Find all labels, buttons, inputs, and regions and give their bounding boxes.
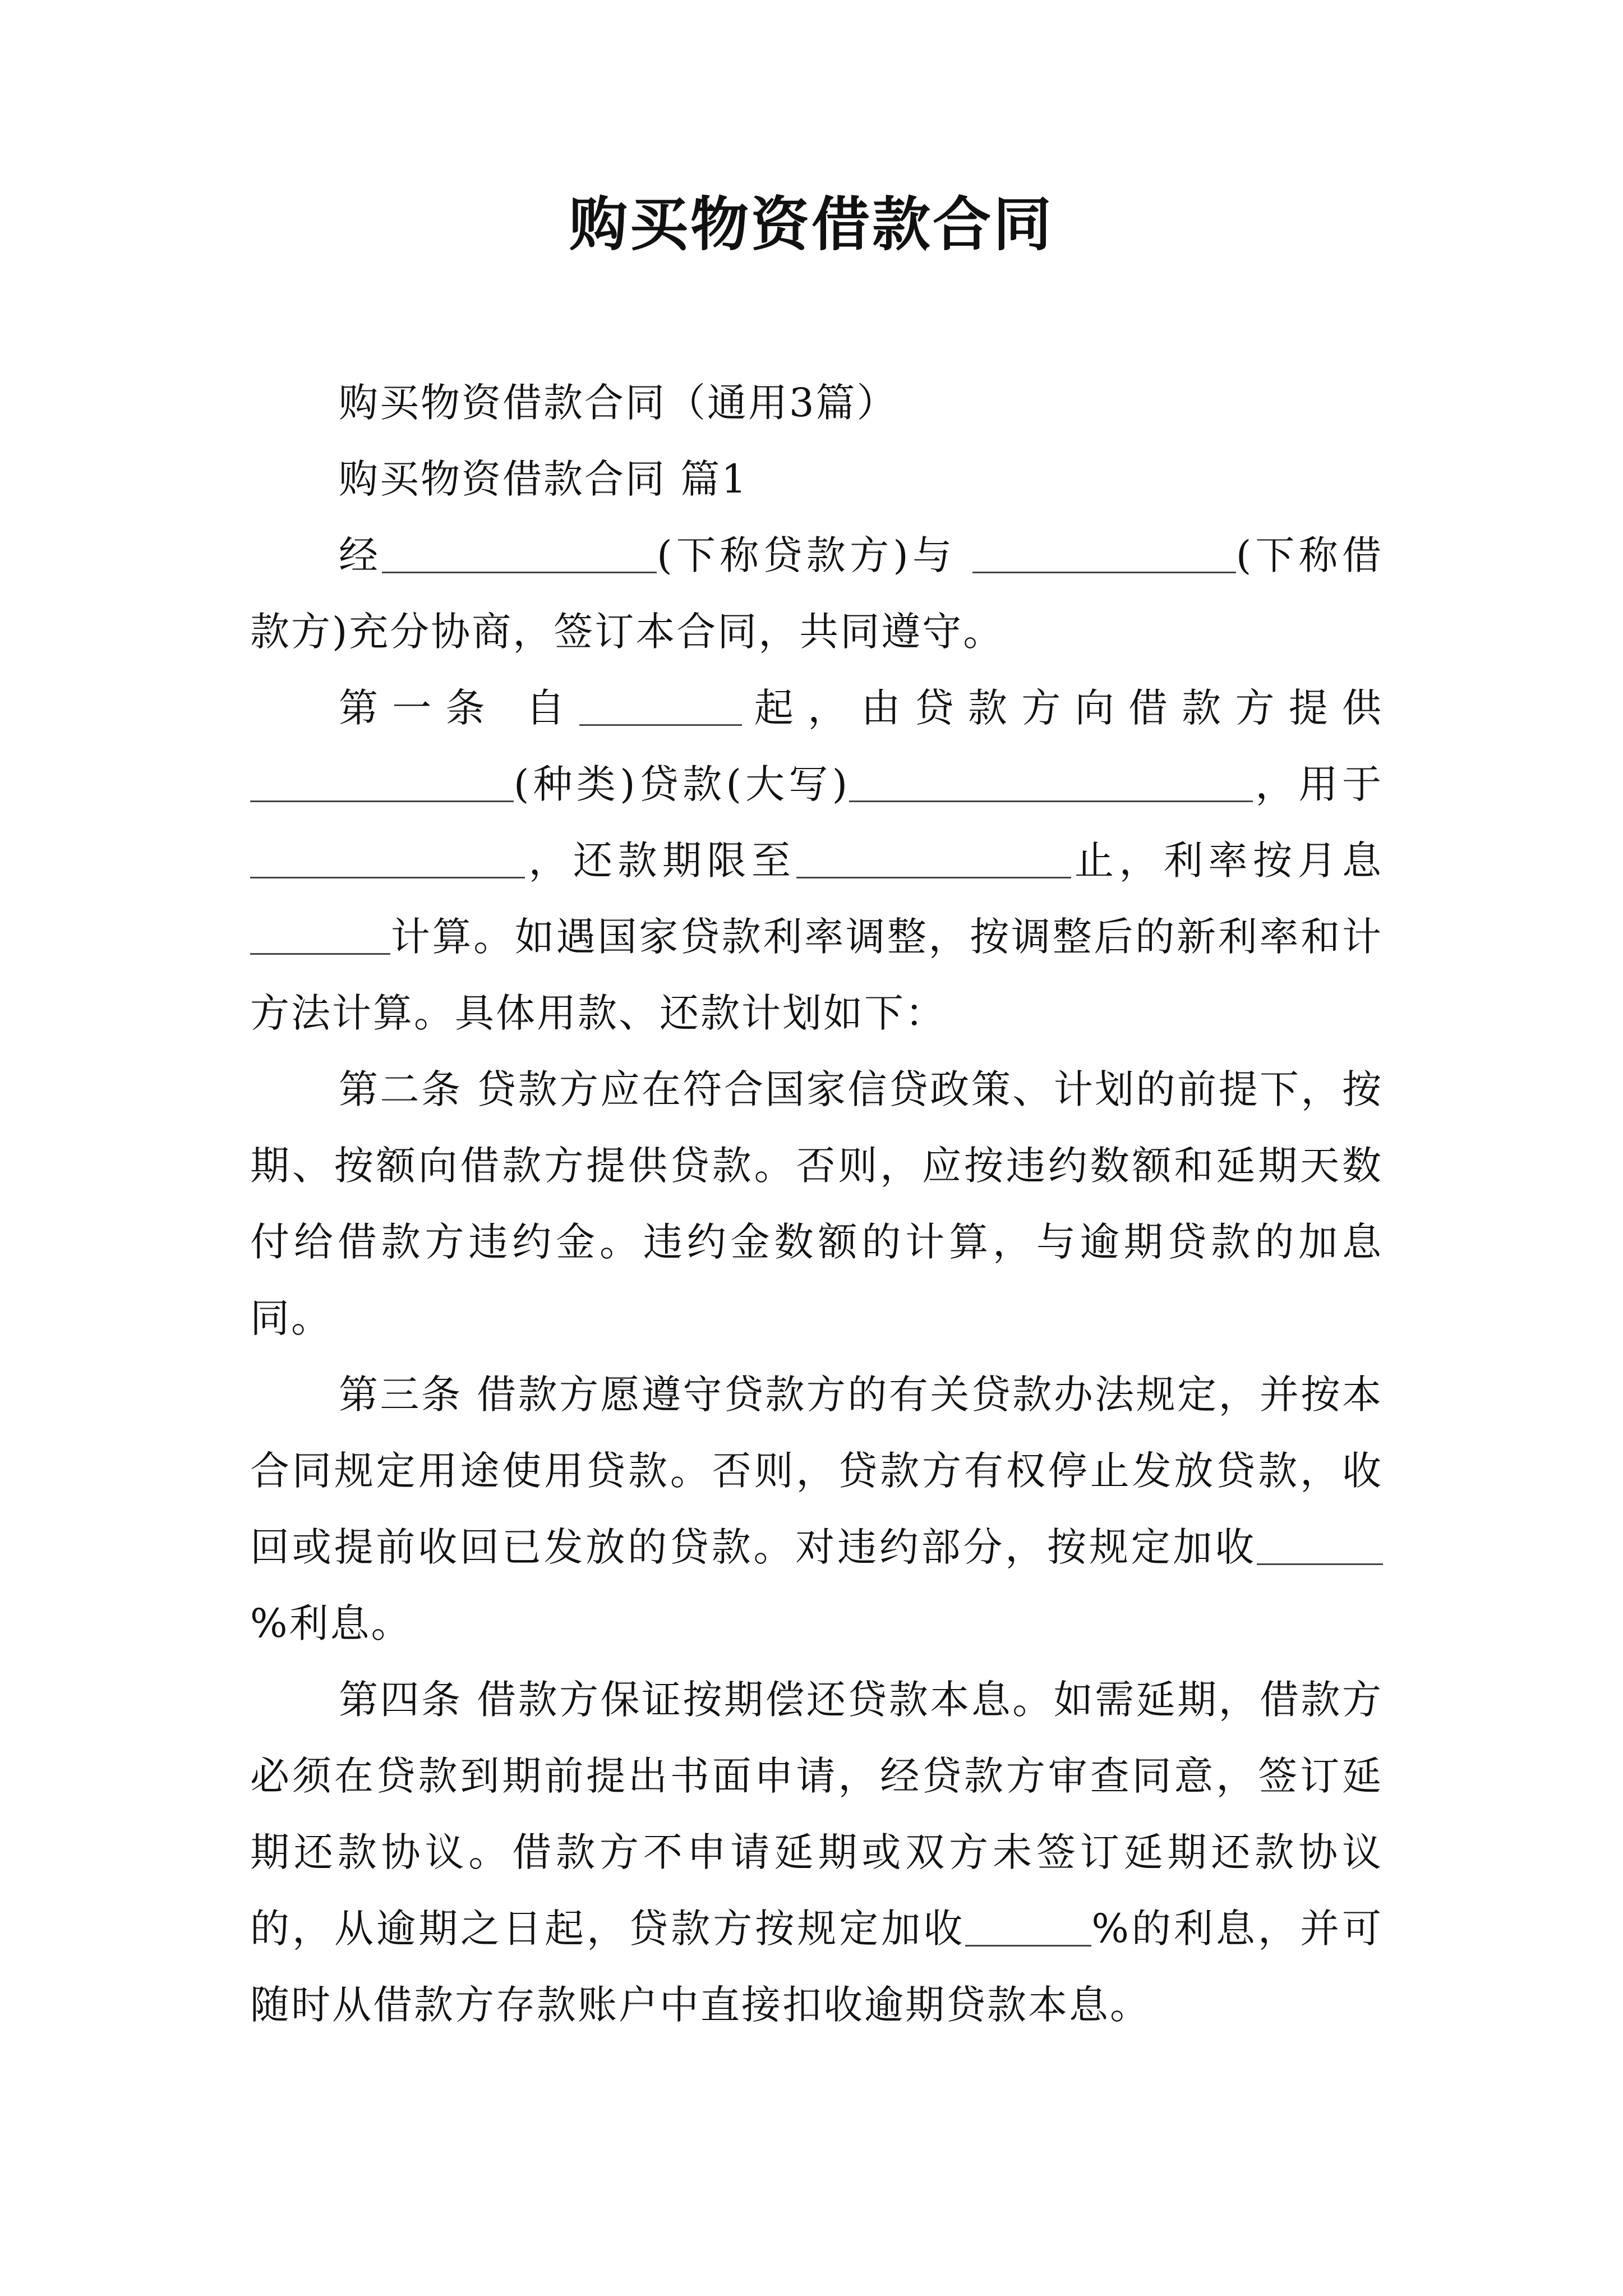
document-body bbox=[250, 365, 1383, 2043]
article-1-text-g: 计算。如遇国家贷款利率调整，按调整后的新利率和计方法计算。具体用款、还款计划如下： bbox=[250, 914, 1383, 1036]
monthly-rate-blank bbox=[250, 919, 390, 955]
article-4 bbox=[250, 1662, 1383, 2043]
article-3 bbox=[250, 1356, 1383, 1662]
lender-name-blank bbox=[382, 538, 657, 573]
article-4-text-a: 第四条 借款方保证按期偿还贷款本息。如需延期，借款方必须在贷款到期前提出书面申请，经贷款方审查同意，签订延期还款协议。借款方不申请延期或双方未签订延期还款协议的，从逾期之日起，贷款方按规定加收 bbox=[250, 1677, 1383, 1952]
article-1 bbox=[250, 670, 1383, 1051]
article-1-text-f: 止，利率按月息 bbox=[1071, 838, 1383, 884]
repayment-deadline-blank bbox=[796, 843, 1071, 878]
article-4-text-b: %的利息，并可随时从借款方存款账户中直接扣收逾期贷款本息。 bbox=[250, 1906, 1383, 2028]
loan-purpose-blank bbox=[250, 843, 525, 878]
intro-text-c: (下称借款方)充分协商，签订本合同，共同遵守。 bbox=[250, 532, 1383, 655]
article-2: 第二条 贷款方应在符合国家信贷政策、计划的前提下，按期、按额向借款方提供贷款。否则，应按违约数额和延期天数付给借款方违约金。违约金数额的计算，与逾期贷款的加息同。 bbox=[250, 1066, 1383, 1341]
article-1-text-a: 第一条 自 bbox=[339, 685, 579, 731]
intro-text-a: 经 bbox=[339, 532, 382, 578]
article-1-text-b: 起，由贷款方向借款方提供 bbox=[741, 685, 1383, 731]
article-1-text-d: ，用于 bbox=[1253, 761, 1383, 807]
overdue-rate-blank bbox=[965, 1911, 1091, 1947]
article-3-text-a: 第三条 借款方愿遵守贷款方的有关贷款办法规定，并按本合同规定用途使用贷款。否则，贷款方有权停止发放贷款，收回或提前收回已发放的贷款。对违约部分，按规定加收 bbox=[250, 1372, 1383, 1570]
loan-amount-blank bbox=[849, 767, 1253, 802]
article-1-text-c: (种类)贷款(大写) bbox=[514, 761, 850, 807]
intro-text-b: (下称贷款方)与 bbox=[657, 532, 956, 578]
penalty-rate-blank bbox=[1257, 1530, 1383, 1565]
start-date-blank bbox=[579, 691, 742, 726]
borrower-name-blank bbox=[972, 538, 1236, 573]
intro-paragraph bbox=[250, 517, 1383, 670]
article-1-text-e: ，还款期限至 bbox=[525, 838, 796, 884]
loan-type-blank bbox=[250, 767, 514, 802]
article-3-text-b: %利息。 bbox=[250, 1600, 412, 1646]
section-heading: 购买物资借款合同 篇1 bbox=[339, 456, 748, 502]
document-title: 购买物资借款合同 bbox=[569, 190, 1054, 259]
document-subtitle: 购买物资借款合同（通用3篇） bbox=[339, 380, 898, 426]
